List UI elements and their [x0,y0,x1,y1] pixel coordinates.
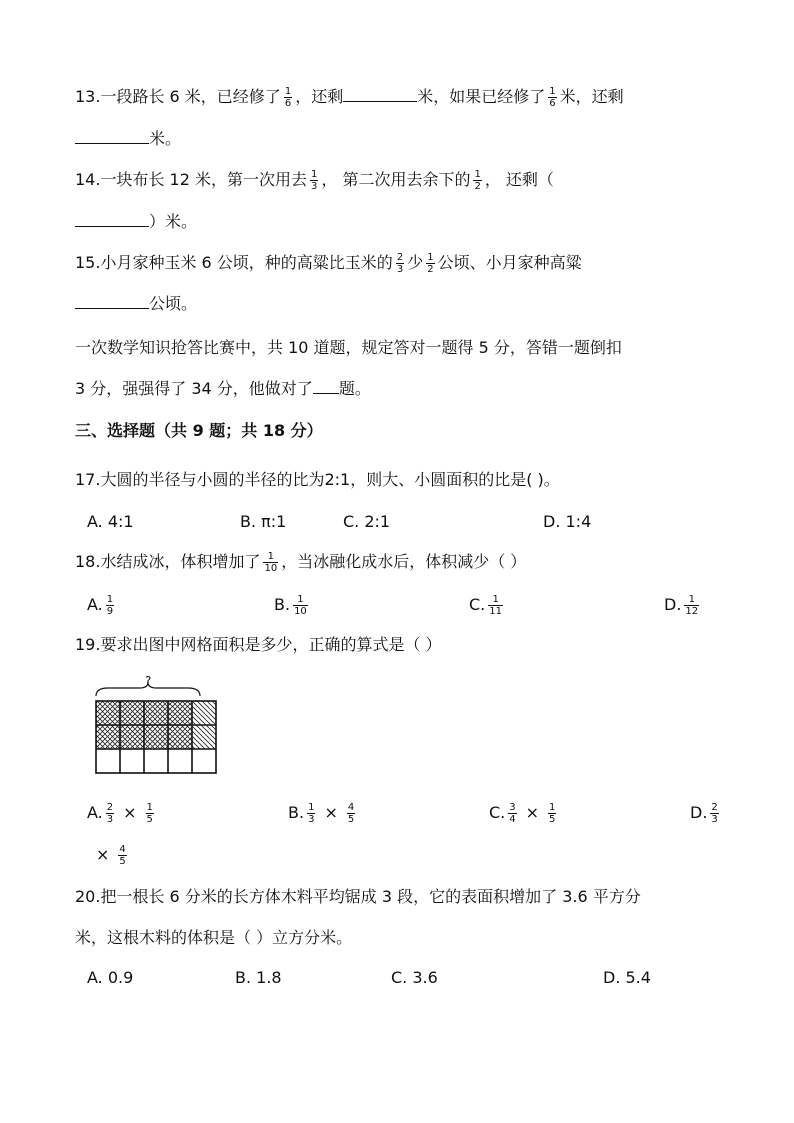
q19-option-d-continued[interactable] [96,844,130,867]
question-text: 公顷、小月家种高粱 [437,253,582,272]
question-14-line-2 [75,211,197,233]
numerator: 1 [267,551,274,562]
question-text: 题。 [338,379,371,398]
denominator: 2 [474,181,481,192]
times-sign: × [525,803,540,822]
fraction [426,252,434,275]
times-sign: × [96,845,110,864]
option-label: D. [664,595,682,614]
fraction [293,594,308,617]
question-15-line-2 [75,293,197,315]
question-18-text [75,551,526,574]
answer-blank[interactable] [75,129,149,144]
fraction [548,86,556,109]
denominator: 3 [106,814,114,825]
question-number: 13. [75,87,101,106]
option-label: D. [690,803,708,822]
option-label: B. [274,595,291,614]
fraction [146,802,154,825]
question-text: 米，如果已经修了 [417,87,546,106]
denominator: 12 [685,606,699,617]
numerator: 1 [427,252,434,263]
numerator: 2 [106,802,114,813]
section-heading: 三、选择题（共 9 题；共 18 分） [75,421,323,440]
q20-option-a[interactable]: A. 0.9 [87,968,134,987]
fraction [307,802,315,825]
denominator: 9 [106,606,114,617]
numerator: 1 [549,86,556,97]
answer-blank[interactable] [75,212,149,227]
numerator: 1 [549,802,556,813]
question-16-line-2 [75,378,371,400]
option-label: C. [489,803,506,822]
fraction [310,169,318,192]
option-label: B. [288,803,305,822]
question-text: ）米。 [149,212,198,231]
question-19-text: 19.要求出图中网格面积是多少，正确的算式是（ ） [75,635,442,654]
denominator: 6 [284,98,292,109]
option-label: A. [87,803,103,822]
question-number: 15. [75,253,101,272]
denominator: 3 [311,181,318,192]
denominator: 10 [294,606,307,617]
fraction [508,802,516,825]
q17-option-d[interactable]: D. 1:4 [543,512,592,531]
q20-option-c[interactable]: C. 3.6 [391,968,438,987]
q19-option-a[interactable] [87,802,157,825]
q17-option-c[interactable]: C. 2:1 [343,512,391,531]
numerator: 1 [688,594,695,605]
denominator: 11 [489,606,502,617]
question-16-line-1: 一次数学知识抢答比赛中，共 10 道题，规定答对一题得 5 分，答错一题倒扣 [75,338,622,357]
answer-blank[interactable] [343,87,417,102]
question-text: ， 第二次用去余下的 [321,170,471,189]
denominator: 5 [119,856,126,867]
numerator: 1 [106,594,114,605]
fraction [284,86,292,109]
numerator: 1 [474,169,481,180]
fraction [106,802,114,825]
question-number: 14. [75,170,101,189]
question-text: ，还剩 [295,87,344,106]
question-text: 18.水结成冰，体积增加了 [75,552,261,571]
denominator: 10 [264,563,278,574]
question-17-text: 17.大圆的半径与小圆的半径的比为2:1，则大、小圆面积的比是( )。 [75,470,560,489]
numerator: 3 [509,802,516,813]
denominator: 5 [549,814,556,825]
denominator: 5 [347,814,355,825]
fraction [263,551,278,574]
q19-option-b[interactable] [288,802,358,825]
denominator: 6 [549,98,556,109]
numerator: 1 [284,86,292,97]
numerator: 2 [396,252,404,263]
grid-figure [90,674,225,780]
q19-option-c[interactable] [489,802,559,825]
denominator: 5 [146,814,153,825]
option-label: A. [87,595,103,614]
times-sign: × [324,803,338,822]
q19-option-d[interactable] [690,802,722,825]
q18-option-a[interactable] [87,594,117,617]
question-text: ，当冰融化成水后，体积减少（ ） [281,552,527,571]
q18-option-c[interactable] [469,594,506,617]
denominator: 3 [396,264,404,275]
numerator: 1 [311,169,318,180]
numerator: 4 [119,844,126,855]
fraction [710,802,718,825]
question-text: 米。 [149,129,182,148]
question-13-line-1 [75,86,624,109]
fraction [106,594,114,617]
question-20-line-2: 米，这根木料的体积是（ ）立方分米。 [75,928,353,947]
numerator: 4 [347,802,355,813]
q20-option-b[interactable]: B. 1.8 [235,968,282,987]
denominator: 3 [308,814,315,825]
fraction [473,169,481,192]
brace-label: ? [145,674,152,688]
option-label: C. [469,595,486,614]
question-13-line-2 [75,128,181,150]
fraction [488,594,503,617]
answer-blank[interactable] [75,294,149,309]
numerator: 1 [146,802,153,813]
answer-blank[interactable] [313,379,339,394]
question-text: 小月家种玉米 6 公顷，种的高粱比玉米的 [100,253,393,272]
denominator: 2 [427,264,434,275]
denominator: 4 [509,814,516,825]
q18-option-d[interactable] [664,594,702,617]
question-text: 一块布长 12 米，第一次用去 [100,170,307,189]
q17-option-b[interactable]: B. π:1 [240,512,287,531]
question-text: ， 还剩（ [484,170,554,189]
q18-option-b[interactable] [274,594,311,617]
q17-option-a[interactable]: A. 4:1 [87,512,134,531]
question-text: 3 分，强强得了 34 分，他做对了 [75,379,313,398]
numerator: 1 [308,802,315,813]
question-text: 公顷。 [149,294,198,313]
fraction [347,802,355,825]
fraction [548,802,556,825]
numerator: 1 [492,594,499,605]
numerator: 1 [297,594,304,605]
fraction [396,252,404,275]
question-15-line-1 [75,252,582,275]
question-text: 少 [407,253,424,272]
denominator: 3 [711,814,718,825]
times-sign: × [123,803,137,822]
fraction [684,594,699,617]
question-text: 米，还剩 [559,87,624,106]
question-20-line-1: 20.把一根长 6 分米的长方体木料平均锯成 3 段，它的表面积增加了 3.6 平方分 [75,887,641,906]
q20-option-d[interactable]: D. 5.4 [603,968,651,987]
question-14-line-1 [75,169,554,192]
fraction [118,844,126,867]
numerator: 2 [711,802,718,813]
question-text: 一段路长 6 米，已经修了 [100,87,281,106]
